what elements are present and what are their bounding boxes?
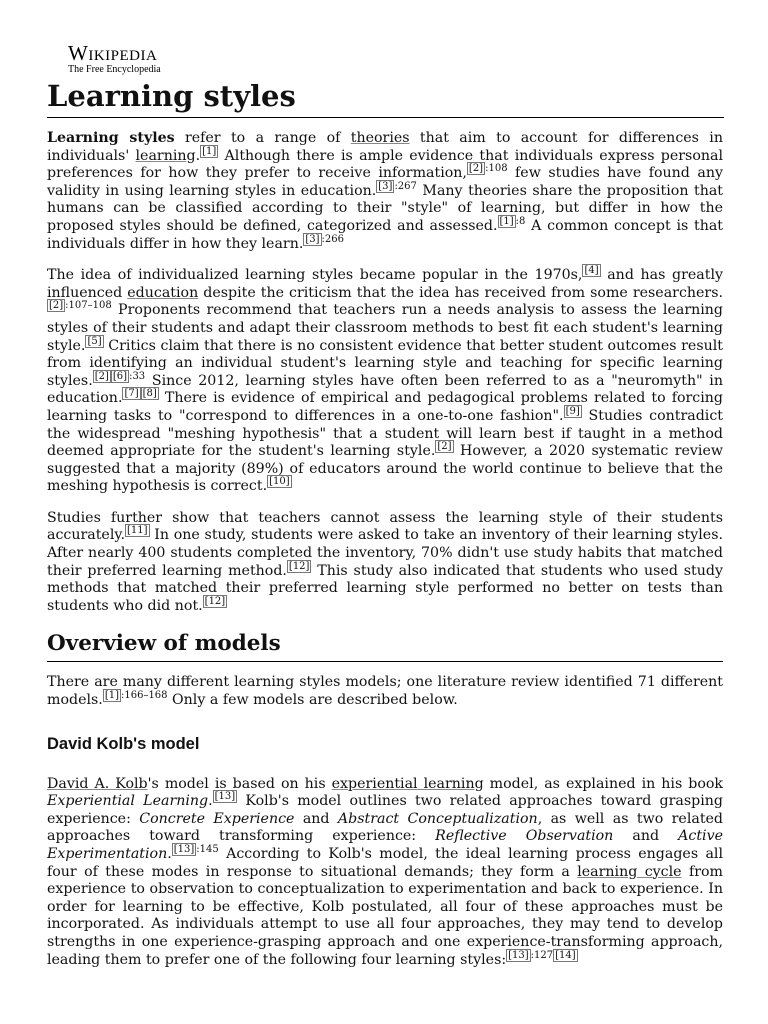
text: and has greatly influenced: [47, 267, 723, 301]
link-learning[interactable]: learning: [135, 147, 196, 164]
text: The idea of individualized learning styles became popular in the 1970s,: [47, 267, 583, 284]
citation-page: :107–108: [65, 300, 112, 312]
section-heading-overview: Overview of models: [47, 629, 723, 662]
citation[interactable]: [498, 215, 526, 228]
text: few studies have found any validity in using learning styles in education.: [47, 165, 723, 199]
text: A common concept is that individuals differ in how they learn.: [47, 217, 723, 252]
citation[interactable]: [287, 560, 312, 573]
citation-label[interactable]: [3]: [378, 180, 393, 192]
text: Since 2012, learning styles have often been referred to as a "neuromyth" in education.: [47, 372, 723, 407]
link-experiential-learning[interactable]: experiential learning: [331, 775, 484, 792]
citation[interactable]: [47, 299, 112, 312]
citation[interactable]: [93, 370, 145, 383]
citation-label[interactable]: [1]: [499, 215, 514, 227]
text: from experience to observation to conceptualization to experimentation and back to experience. In order for learning to be effective, Kolb postulated, all four of these approaches must be incorporated. As individuals attempt to use all four approaches, they may tend to develop strengths in one experience-grasping approach and one experience-transforming approach, leading them to prefer one of the following four learning styles:: [47, 863, 723, 968]
citation-label[interactable]: [5]: [87, 335, 102, 347]
text: Kolb's model outlines two related approaches toward grasping experience:: [47, 793, 723, 827]
text: Proponents recommend that teachers run a needs analysis to assess the learning styles of their students and adapt their classroom methods to best fit each student's learning style.: [47, 302, 723, 354]
text: and: [613, 828, 679, 845]
text: Critics claim that there is no consistent evidence that better student outcomes result from identifying an individual student's learning style and teaching for specific learning styles.: [47, 337, 723, 389]
logo-tagline: The Free Encyclopedia: [68, 64, 161, 75]
paragraph-studies: [47, 510, 723, 616]
text: Only a few models are described below.: [167, 692, 458, 709]
citation[interactable]: [122, 387, 158, 400]
text: Although there is ample evidence that individuals express personal preferences for how they prefer to receive information,: [47, 147, 723, 182]
text: .: [208, 793, 213, 810]
text: There are many different learning styles models; one literature review identified 71 different models.: [47, 674, 723, 709]
citation[interactable]: [582, 264, 600, 277]
text: This study also indicated that students who used study methods that matched their preferred learning style performed no better on tests than students who did not.: [47, 562, 723, 614]
text: In one study, students were asked to take an inventory of their learning styles. After nearly 400 students completed the inventory, 70% didn't use study habits that matched their preferred learning method.: [47, 527, 723, 579]
citation[interactable]: [172, 843, 219, 856]
bold-term: Learning styles: [47, 130, 175, 146]
citation-page: :166–168: [120, 690, 168, 702]
italic-term: Reflective Observation: [435, 828, 614, 845]
citation[interactable]: [564, 405, 582, 418]
link-learning-cycle[interactable]: learning cycle: [577, 863, 682, 880]
book-title: Experiential Learning: [47, 793, 209, 810]
text: There is evidence of empirical and pedagogical problems related to forcing learning tasks to "correspond to differences in a one-to-one fashion".: [47, 390, 723, 424]
citation-label[interactable]: [1]: [104, 690, 119, 702]
italic-term: Abstract Conceptualization: [337, 810, 538, 827]
citation-label[interactable]: [13]: [508, 949, 529, 961]
citation-label[interactable]: [1]: [202, 145, 217, 157]
citation[interactable]: [376, 180, 417, 193]
text: .: [195, 147, 201, 164]
text: and: [294, 810, 338, 827]
italic-term: Active Experimentation: [47, 828, 723, 862]
citation-label[interactable]: [4]: [584, 265, 599, 277]
citation[interactable]: [467, 162, 508, 175]
link-david-kolb[interactable]: David A. Kolb: [47, 775, 148, 792]
text: .: [167, 846, 172, 862]
citation-label[interactable]: [8]: [142, 388, 157, 400]
citation-label[interactable]: [12]: [204, 595, 226, 607]
citation-label[interactable]: [2]: [49, 300, 64, 312]
citation[interactable]: [506, 949, 578, 962]
citation[interactable]: [203, 595, 228, 608]
citation-label[interactable]: [2]: [94, 370, 109, 382]
text: that aim to account for differences in individuals': [47, 130, 723, 164]
article-body: [47, 130, 723, 983]
page-title: Learning styles: [47, 76, 724, 118]
text: However, a 2020 systematic review suggested that a majority (89%) of educators around the world continue to believe that the meshing hypothesis is correct.: [47, 443, 723, 495]
citation[interactable]: [303, 233, 344, 246]
citation-label[interactable]: [7]: [124, 388, 139, 400]
citation[interactable]: [435, 440, 453, 453]
text: , as well as two related approaches toward transforming experience:: [47, 810, 723, 845]
link-education[interactable]: education: [127, 284, 199, 301]
citation-label[interactable]: [3]: [305, 233, 320, 245]
citation-label[interactable]: [2]: [437, 441, 452, 453]
italic-term: Concrete Experience: [139, 810, 295, 827]
subsection-heading-kolb: David Kolb's model: [47, 734, 200, 753]
citation-label[interactable]: [2]: [468, 163, 484, 175]
citation-page: :127: [530, 949, 554, 961]
citation[interactable]: [267, 475, 292, 488]
citation-page: :8: [515, 215, 526, 227]
citation-label[interactable]: [9]: [565, 405, 580, 417]
text: Studies contradict the widespread "meshing hypothesis" that a student will learn best if taught in a method deemed appropriate for the student's learning style.: [47, 407, 723, 460]
citation-page: :145: [196, 844, 219, 855]
paragraph-kolb: [47, 776, 723, 970]
citation-label[interactable]: [11]: [127, 525, 148, 537]
citation[interactable]: [103, 689, 168, 702]
citation-label[interactable]: [12]: [288, 560, 310, 572]
citation[interactable]: [200, 145, 218, 158]
link-theories[interactable]: theories: [350, 130, 410, 146]
citation-label[interactable]: [6]: [112, 370, 128, 382]
citation-page: :266: [321, 233, 344, 245]
paragraph-intro: [47, 130, 723, 253]
citation[interactable]: [125, 524, 150, 537]
logo-wordmark: Wikipedia: [68, 41, 158, 65]
citation[interactable]: [213, 790, 238, 803]
text: refer to a range of: [174, 130, 351, 146]
text: model, as explained in his book: [483, 775, 723, 792]
wikipedia-logo[interactable]: [68, 42, 161, 76]
citation-label[interactable]: [14]: [555, 949, 576, 961]
text: Many theories share the proposition that humans can be classified according to their "style" of learning, but differ in how the proposed styles should be defined, categorized and assessed.: [47, 182, 723, 234]
citation-label[interactable]: [13]: [173, 844, 195, 855]
citation[interactable]: [85, 335, 103, 348]
text: Studies further show that teachers cannot assess the learning style of their students accurately.: [47, 509, 723, 544]
citation-label[interactable]: [13]: [214, 791, 236, 803]
text: 's model is based on his: [147, 775, 332, 792]
citation-page: :267: [394, 180, 417, 192]
text: despite the criticism that the idea has received from some researchers.: [198, 284, 723, 301]
citation-page: :33: [129, 370, 146, 382]
citation-label[interactable]: [10]: [269, 476, 290, 488]
paragraph-overview: [47, 674, 723, 709]
text: According to Kolb's model, the ideal learning process engages all four of these modes in response to situational demands; they form a: [47, 846, 723, 880]
citation-page: :108: [485, 163, 508, 175]
paragraph-history: [47, 267, 723, 496]
